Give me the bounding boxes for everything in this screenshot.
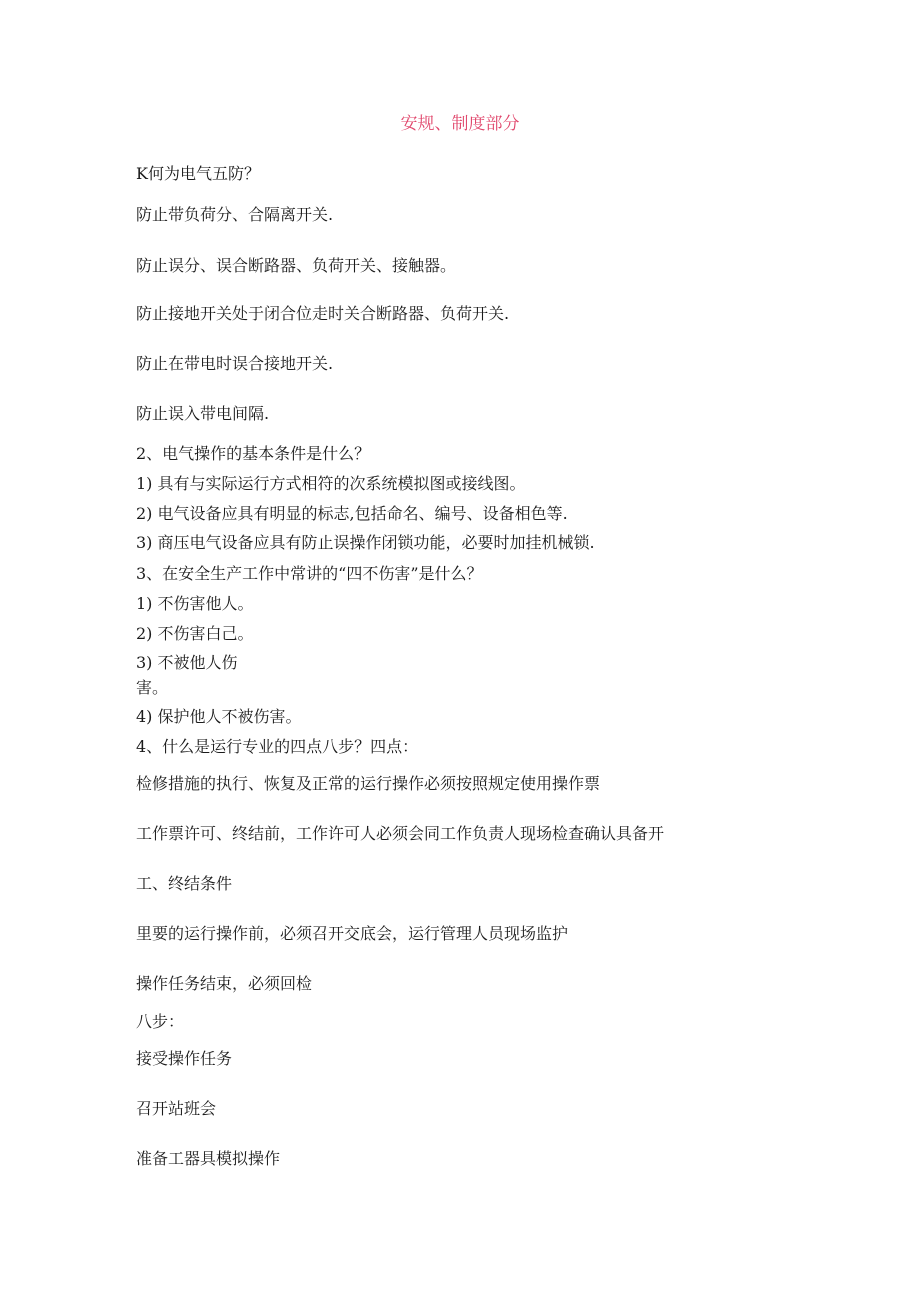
question-4: 4、什么是运行专业的四点八步？四点： [136,737,419,756]
text-line: 2) 不伤害白己。 [136,624,254,643]
text-line: 防止带负荷分、合隔离开关. [136,205,334,224]
text-line: 1) 不伤害他人。 [136,594,254,613]
page-title: 安规、制度部分 [400,114,520,134]
text-line: 防止接地开关处于闭合位走时关合断路器、负荷开关. [136,304,510,323]
text-line: 召开站班会 [136,1099,217,1118]
text-line: 操作任务结束，必须回检 [136,974,313,993]
question-1: K何为电气五防？ [136,164,260,183]
question-2: 2、电气操作的基本条件是什么？ [136,444,371,463]
text-line: 工、终结条件 [136,874,233,893]
text-line: 准备工器具模拟操作 [136,1149,281,1168]
text-line: 防止在带电时误合接地开关. [136,354,334,373]
text-line: 里要的运行操作前，必须召开交底会，运行管理人员现场监护 [136,924,569,943]
text-line: 防止误入带电间隔. [136,404,270,423]
question-3: 3、在安全生产工作中常讲的“四不伤害”是什么？ [136,564,483,583]
text-line: 接受操作任务 [136,1049,233,1068]
text-line: 2) 电气设备应具有明显的标志,包括命名、编号、设备相色等. [136,504,568,523]
text-line: 工作票许可、终结前，工作许可人必须会同工作负责人现场检查确认具备开 [136,824,665,843]
text-line: 3) 商压电气设备应具有防止误操作闭锁功能，必要时加挂机械锁. [136,533,595,552]
text-line: 4) 保护他人不被伤害。 [136,707,302,726]
text-line: 检修措施的执行、恢复及正常的运行操作必须按照规定使用操作票 [136,774,601,793]
text-line: 3) 不被他人伤 [136,653,238,672]
text-line: 八步： [136,1012,185,1031]
text-line: 害。 [136,678,169,697]
text-line: 防止误分、误合断路器、负荷开关、接触器。 [136,256,457,275]
text-line: 1) 具有与实际运行方式相符的次系统模拟图或接线图。 [136,474,526,493]
